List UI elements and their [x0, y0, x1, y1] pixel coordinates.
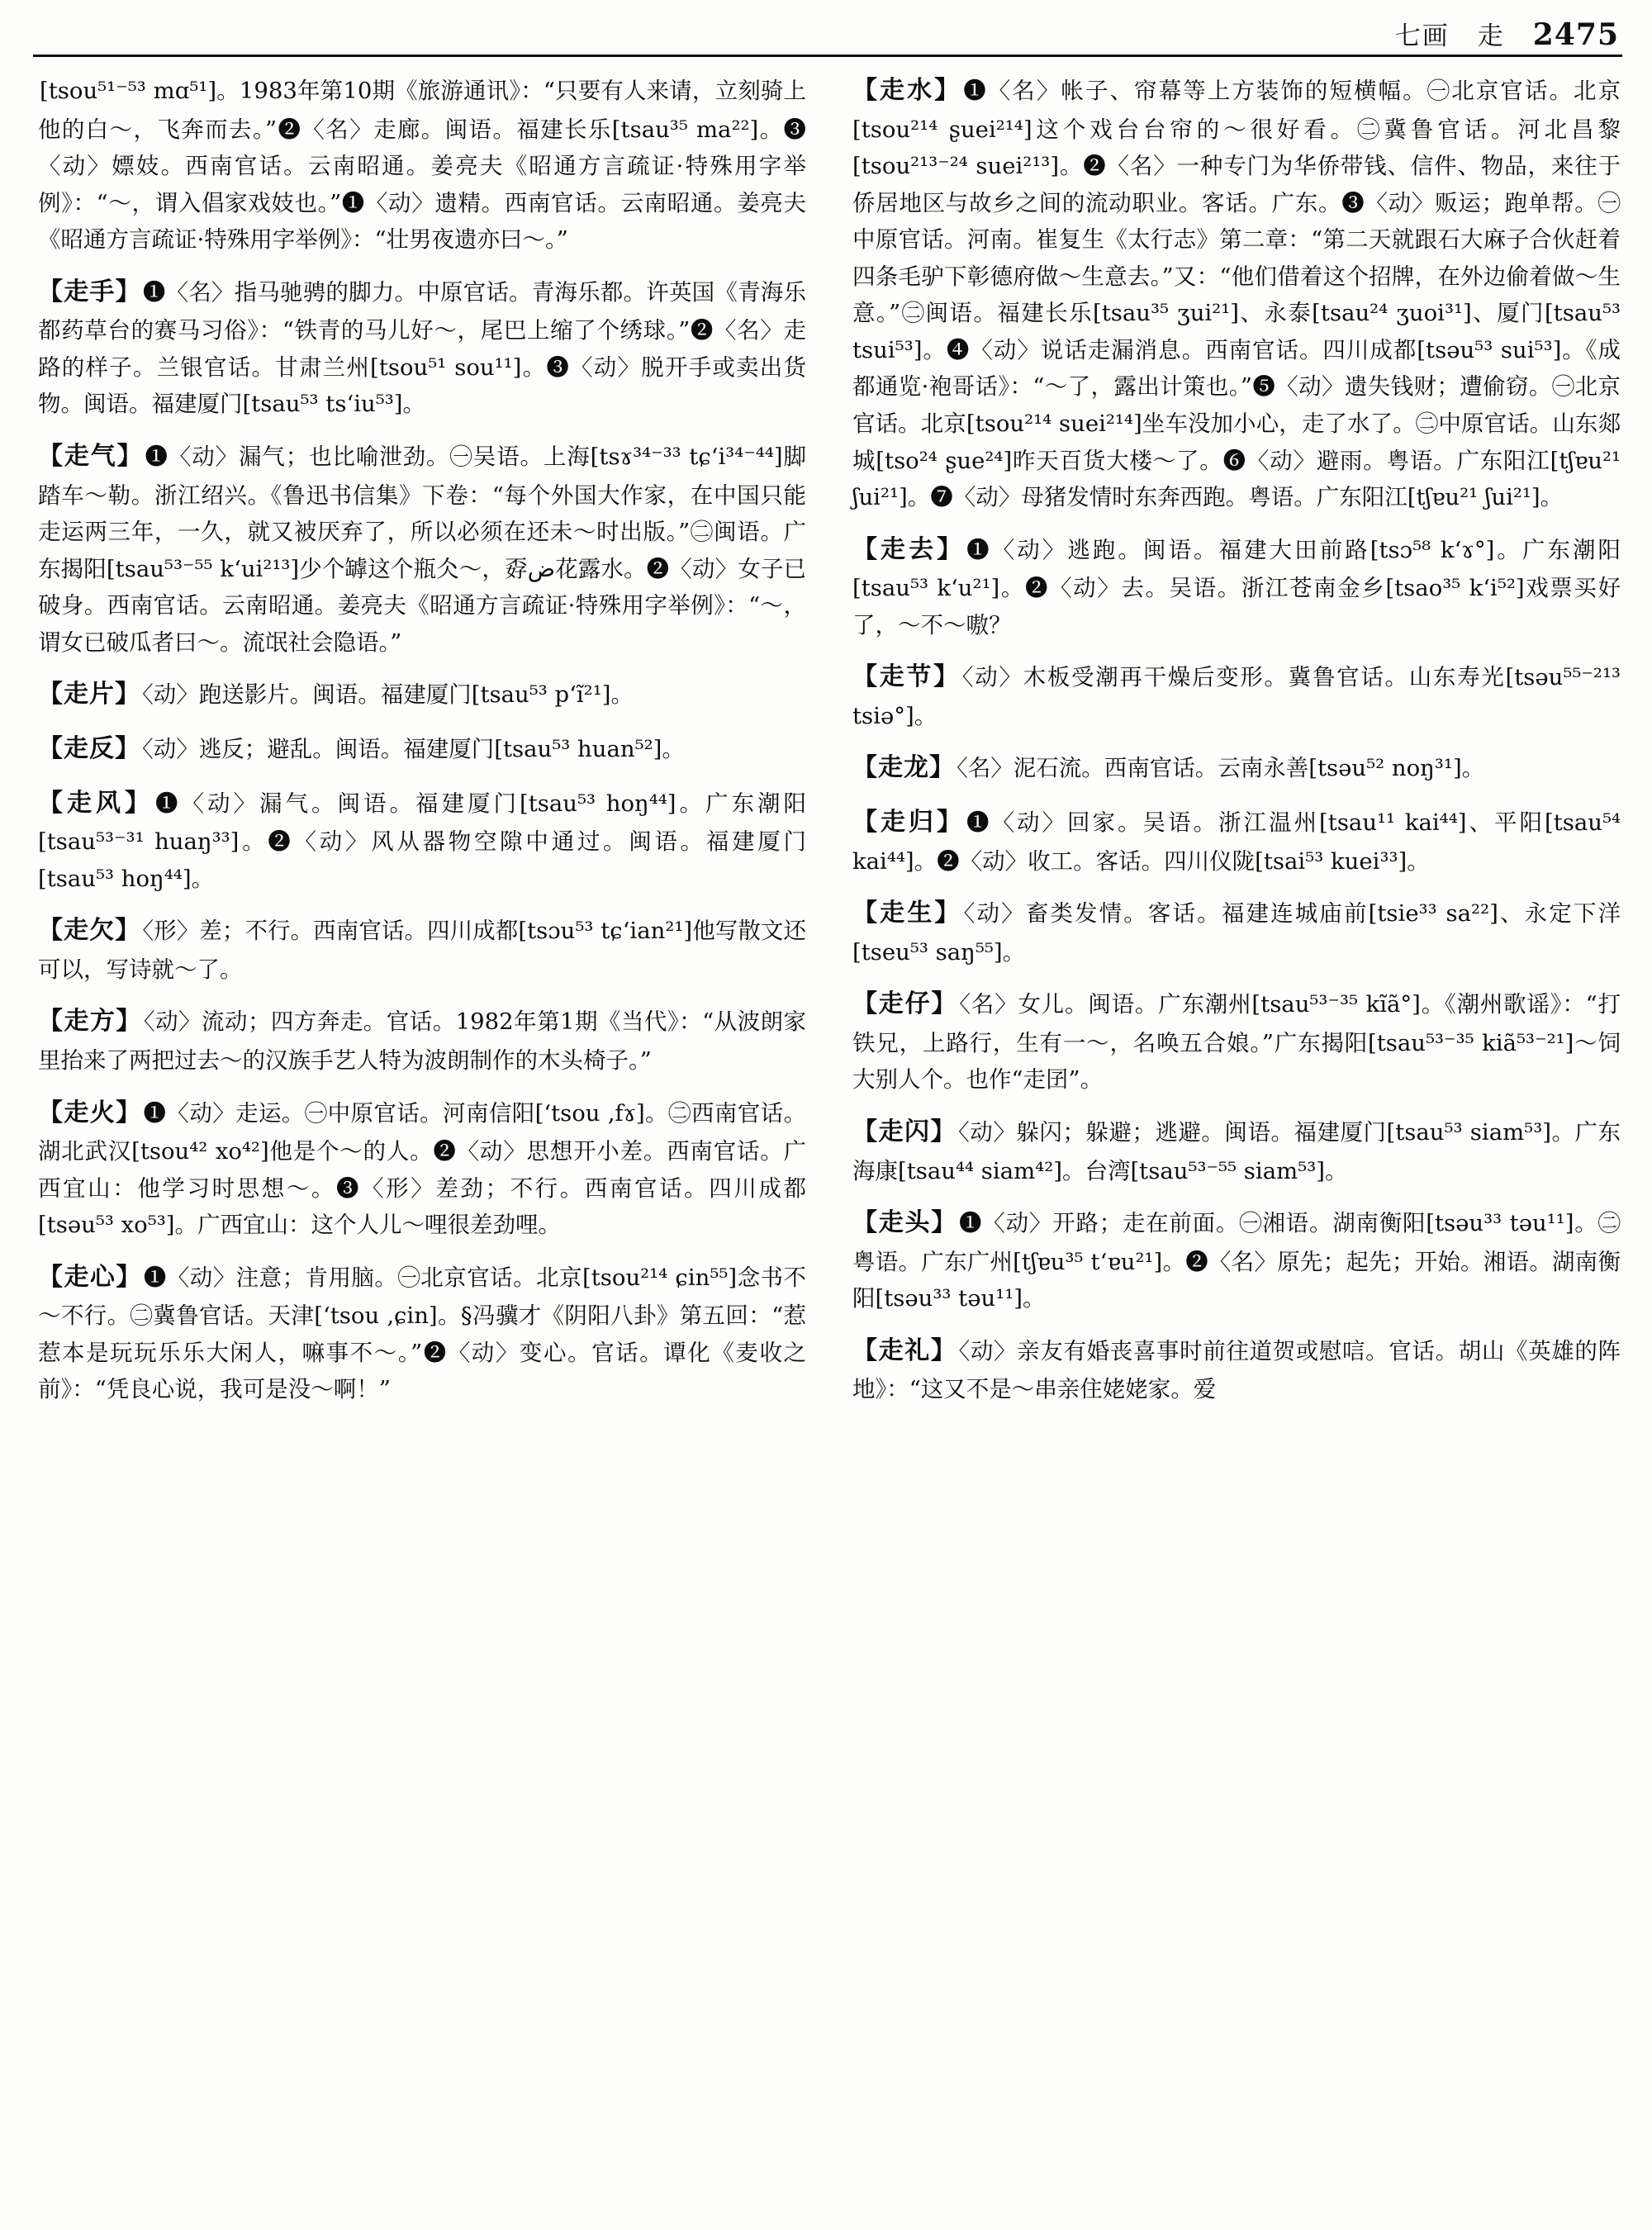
- entry-body: ❶〈名〉帐子、帘幕等上方装饰的短横幅。㊀北京官话。北京[tsou²¹⁴ ʂuei²¹⁴]这个戏台台帘的～很好看。㊁冀鲁官话。河北昌黎[tsou²¹³⁻²⁴ suei²¹³]。❷〈名〉一种专门为华侨带钱、信件、物品，来往于侨居地区与故乡之间的流动职业。客话。广东。❸〈动〉贩运；跑单帮。㊀中原官话。河南。崔复生《太行志》第二章：“第二天就跟石大麻子合伙赶着四条毛驴下彰德府做～生意去。”又：“他们借着这个招牌，在外边偷着做～生意。”㊁闽语。福建长乐[tsau³⁵ ʒui²¹]、永泰[tsau²⁴ ʒuoi³¹]、厦门[tsau⁵³ tsui⁵³]。❹〈动〉说话走漏消息。西南官话。四川成都[tsəu⁵³ sui⁵³]。《成都通览·袍哥话》：“～了，露出计策也。”❺〈动〉遗失钱财；遭偷窃。㊀北京官话。北京[tsou²¹⁴ suei²¹⁴]坐车没加小心，走了水了。㊁中原官话。山东郯城[tso²⁴ ʂue²⁴]昨天百货大楼～了。❻〈动〉避雨。粤语。广东阳江[tʃɐu²¹ ʃui²¹]。❼〈动〉母猪发情时东奔西跑。粤语。广东阳江[tʃɐu²¹ ʃui²¹]。: [852, 78, 1621, 511]
- dictionary-entry: [852, 1331, 1621, 1408]
- entry-headword: 【走去】: [852, 534, 966, 564]
- dictionary-entry: [38, 71, 806, 259]
- dictionary-entry: [38, 1002, 806, 1079]
- dictionary-entry: [852, 71, 1621, 516]
- entry-body: 〈动〉跑送影片。闽语。福建厦门[tsau⁵³ p‘ĩ²¹]。: [142, 681, 634, 709]
- entry-body: 〈动〉木板受潮再干燥后变形。冀鲁官话。山东寿光[tsəu⁵⁵⁻²¹³ tsiə°]。: [852, 664, 1621, 729]
- dictionary-entry: [38, 437, 806, 661]
- dictionary-entry: [38, 911, 806, 988]
- entry-body: ❶〈名〉指马驰骋的脚力。中原官话。青海乐都。许英国《青海乐都药草台的赛马习俗》：“铁青的马儿好～，尾巴上缩了个绣球。”❷〈名〉走路的样子。兰银官话。甘肃兰州[tsou⁵¹ sou¹¹]。❸〈动〉脱开手或卖出货物。闽语。福建厦门[tsau⁵³ ts‘iu⁵³]。: [38, 278, 806, 418]
- header-rule: [33, 55, 1622, 57]
- entry-headword: 【走闪】: [852, 1117, 957, 1146]
- entry-body: 〈形〉差；不行。西南官话。四川成都[tsɔu⁵³ tɕ‘ian²¹]他写散文还可以，写诗就～了。: [38, 918, 806, 983]
- entry-headword: 【走头】: [852, 1208, 958, 1238]
- entry-headword: 【走欠】: [38, 916, 141, 946]
- dictionary-entry: [38, 1258, 806, 1408]
- entry-headword: 【走归】: [852, 808, 966, 837]
- column-right: [852, 71, 1621, 2213]
- header-section: 七画: [1394, 21, 1450, 51]
- dictionary-entry: [852, 894, 1621, 970]
- entry-headword: 【走片】: [38, 680, 140, 709]
- entry-body: ❶〈动〉漏气。闽语。福建厦门[tsau⁵³ hoŋ⁴⁴]。广东潮阳[tsau⁵³⁻³¹ huaŋ³³]。❷〈动〉风从器物空隙中通过。闽语。福建厦门[tsau⁵³ hoŋ⁴⁴]。: [38, 790, 807, 892]
- entry-body: ❶〈动〉注意；肯用脑。㊀北京官话。北京[tsou²¹⁴ ɕin⁵⁵]念书不～不行。㊁冀鲁官话。天津[‘tsou ‚ɕin]。§冯骥才《阴阳八卦》第五回：“惹惹本是玩玩乐乐大闲人，嘛事不～。”❷〈动〉变心。官话。谭化《麦收之前》：“凭良心说，我可是没～啊！”: [38, 1264, 806, 1403]
- header-radical: 走: [1477, 21, 1505, 51]
- page-header: [1395, 15, 1619, 52]
- dictionary-entry: [852, 803, 1621, 880]
- dictionary-entry: [38, 273, 806, 423]
- entry-headword: 【走方】: [38, 1007, 142, 1037]
- entry-body: 〈动〉畜类发情。客话。福建连城庙前[tsie³³ sa²²]、永定下洋[tseu⁵³ saŋ⁵⁵]。: [852, 900, 1621, 966]
- dictionary-entry: [852, 657, 1621, 734]
- dictionary-entry: [38, 1094, 806, 1244]
- entry-body: 〈动〉逃反；避乱。闽语。福建厦门[tsau⁵³ huan⁵²]。: [142, 735, 685, 762]
- entry-body: 〈名〉女儿。闽语。广东潮州[tsau⁵³⁻³⁵ kĩã°]。《潮州歌谣》：“打铁兄，上路行，生有一～，名唤五合娘。”广东揭阳[tsau⁵³⁻³⁵ kiã⁵³⁻²¹]～饲大别人个。也作“走囝”。: [852, 991, 1621, 1094]
- dictionary-entry: [38, 784, 806, 898]
- dictionary-entry: [852, 748, 1621, 789]
- page-number: 2475: [1532, 17, 1619, 52]
- entry-body: ❶〈动〉漏气；也比喻泄劲。㊀吴语。上海[tsɤ³⁴⁻³³ tɕ‘i³⁴⁻⁴⁴]脚踏车～勒。浙江绍兴。《鲁迅书信集》下卷：“每个外国大作家，在中国只能走运两三年，一久，就又被厌弃了，所以必须在还未～时出版。”㊁闽语。广东揭阳[tsau⁵³⁻⁵⁵ k‘ui²¹³]少个罅这个瓶仌～，孬ض花露水。❷〈动〉女子已破身。西南官话。云南昭通。姜亮夫《昭通方言疏证·特殊用字举例》：“～，谓女已破瓜者曰～。流氓社会隐语。”: [38, 444, 806, 656]
- entry-headword: 【走龙】: [852, 753, 955, 783]
- entry-body: [tsou⁵¹⁻⁵³ mɑ⁵¹]。1983年第10期《旅游通讯》：“只要有人来请，立刻骑上他的白～，飞奔而去。”❷〈名〉走廊。闽语。福建长乐[tsau³⁵ ma²²]。❸〈动〉嫖妓。西南官话。云南昭通。姜亮夫《昭通方言疏证·特殊用字举例》：“～，谓入倡家戏妓也。”❶〈动〉遗精。西南官话。云南昭通。姜亮夫《昭通方言疏证·特殊用字举例》：“壮男夜遗亦曰～。”: [38, 78, 806, 254]
- entry-headword: 【走风】: [38, 788, 154, 818]
- page-columns: [38, 71, 1619, 2213]
- dictionary-entry: [852, 1113, 1621, 1189]
- entry-headword: 【走气】: [38, 442, 144, 472]
- dictionary-entry: [852, 1203, 1621, 1317]
- entry-headword: 【走节】: [852, 662, 961, 692]
- entry-headword: 【走火】: [38, 1098, 142, 1127]
- entry-body: 〈动〉亲友有婚丧喜事时前往道贺或慰唁。官话。胡山《英雄的阵地》：“这又不是～串亲住姥姥家。爱: [852, 1337, 1621, 1403]
- entry-headword: 【走心】: [38, 1262, 142, 1292]
- entry-body: 〈动〉流动；四方奔走。官话。1982年第1期《当代》：“从波朗家里抬来了两把过去～的汉族手艺人特为波朗制作的木头椅子。”: [38, 1008, 806, 1074]
- entry-body: ❶〈动〉逃跑。闽语。福建大田前路[tsɔ⁵⁸ k‘ɤ°]。广东潮阳[tsau⁵³ k‘u²¹]。❷〈动〉去。吴语。浙江苍南金乡[tsao³⁵ k‘i⁵²]戏票买好了，～不～嗷？: [852, 536, 1621, 638]
- column-left: [38, 71, 806, 2213]
- entry-headword: 【走水】: [852, 76, 962, 105]
- dictionary-entry: [38, 675, 806, 715]
- entry-body: ❶〈动〉走运。㊀中原官话。河南信阳[‘tsou ‚fɤ]。㊁西南官话。湖北武汉[tsou⁴² xo⁴²]他是个～的人。❷〈动〉思想开小差。西南官话。广西宜山：他学习时思想～。❸〈形〉差劲；不行。西南官话。四川成都[tsəu⁵³ xo⁵³]。广西宜山：这个人儿～哩很差劲哩。: [38, 1099, 806, 1239]
- entry-headword: 【走手】: [38, 277, 141, 306]
- dictionary-entry: [38, 729, 806, 770]
- entry-headword: 【走生】: [852, 899, 962, 928]
- dictionary-entry: [852, 985, 1621, 1098]
- entry-headword: 【走礼】: [852, 1336, 957, 1365]
- entry-body: 〈名〉泥石流。西南官话。云南永善[tsəu⁵² noŋ³¹]。: [957, 755, 1485, 782]
- entry-body: ❶〈动〉回家。吴语。浙江温州[tsau¹¹ kai⁴⁴]、平阳[tsau⁵⁴ kai⁴⁴]。❷〈动〉收工。客话。四川仪陇[tsai⁵³ kuei³³]。: [852, 809, 1621, 875]
- entry-headword: 【走仔】: [852, 989, 958, 1019]
- entry-body: 〈动〉躲闪；躲避；逃避。闽语。福建厦门[tsau⁵³ siam⁵³]。广东海康[tsau⁴⁴ siam⁴²]。台湾[tsau⁵³⁻⁵⁵ siam⁵³]。: [852, 1119, 1621, 1184]
- entry-body: ❶〈动〉开路；走在前面。㊀湘语。湖南衡阳[tsəu³³ təu¹¹]。㊁粤语。广东广州[tʃɐu³⁵ t‘ɐu²¹]。❷〈名〉原先；起先；开始。湘语。湖南衡阳[tsəu³³ təu¹¹]。: [852, 1210, 1621, 1312]
- entry-headword: 【走反】: [38, 733, 140, 763]
- dictionary-entry: [852, 530, 1621, 644]
